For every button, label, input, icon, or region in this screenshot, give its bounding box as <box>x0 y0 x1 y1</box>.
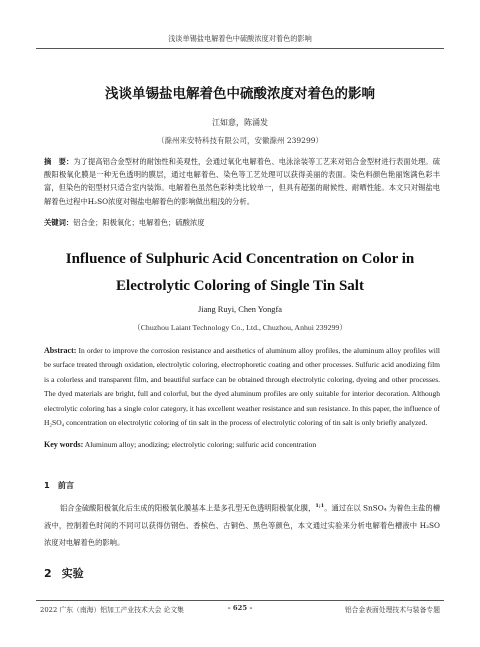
authors-en: Jiang Ruyi, Chen Yongfa <box>198 305 282 314</box>
abstract-zh <box>44 155 440 208</box>
footer-topic: 铝合金表面处理技术与装备专题 <box>344 606 440 614</box>
abstract-en-text: In order to improve the corrosion resistance and aesthetics of aluminum alloy profiles, the aluminum alloy profiles will be surface treated through oxidation, electrolytic coloring, electrophoretic coating and other processes. Sulfuric acid anodizing film is a colorless and transparent film, and beautiful surface can be obtained through electrolytic coloring, dyeing and other processes. The dyed materials are bright, full and colorful, but the dyed aluminum profiles are only suitable for interior decoration. Although electrolytic coloring has a single color category, it has excellent weather resistance and sun resistance. In this paper, the influence of H₂SO₄ concentration on electrolytic coloring of tin salt in the process of electrolytic coloring of tin salt is only briefly analyzed. <box>44 346 440 428</box>
abstract-zh-text: 为了提高铝合金型材的耐蚀性和美观性，会通过氧化电解着色、电泳涂装等工艺来对铝合金型材进行表面处理。硫酸阳极氧化膜是一种无色透明的膜层，通过电解着色、染色等工艺处理可以获得美丽的表面。染色料颜色艳丽饱满色彩丰富，但染色的铝型材只适合室内装饰。电解着色虽然色彩种类比较单一，但具有超强的耐候性、耐晒性能。本文只对锡盐电解着色过程中H₂SO浓度对锡盐电解着色的影响做出粗浅的分析。 <box>44 157 441 206</box>
abstract-en-label: Abstract: <box>44 346 77 355</box>
authors-zh: 江如意，陈涌发 <box>212 118 268 127</box>
keywords-en <box>44 440 440 449</box>
section-1-heading <box>44 480 74 491</box>
affiliation-en: （Chuzhou Laiant Technology Co., Ltd., Chuzhou, Anhui 239299） <box>132 323 348 332</box>
paper-title-zh: 浅谈单锡盐电解着色中硫酸浓度对着色的影响 <box>105 86 375 102</box>
section-2-heading <box>44 565 84 581</box>
abstract-en <box>44 344 440 430</box>
keywords-zh-text: 铝合金；阳极氧化；电解着色；硫酸浓度 <box>73 218 205 227</box>
running-header <box>36 34 444 49</box>
keywords-zh-label: 关键词： <box>44 218 74 227</box>
footer-rule <box>36 600 444 601</box>
section-2-title: 实验 <box>61 567 84 580</box>
section-1-text-b: 。通过在以 SnSO₄ 为着色主盐的槽液中，控制着色时间的不同可以获得仿钢色、香槟色、古铜色、黑色等颜色，本文通过实验来分析电解着色槽液中 H₂SO 浓度对电解着色的影响。 <box>44 503 441 548</box>
section-2-number: 2 <box>44 567 52 580</box>
citation-ref: 1;1 <box>315 503 325 509</box>
affiliation-zh: （滁州来安特科技有限公司，安徽滁州 239299） <box>156 136 323 145</box>
section-1-number: 1 <box>44 480 50 490</box>
abstract-zh-label: 摘 要： <box>44 157 74 166</box>
section-1-body <box>44 498 440 552</box>
section-1-text-a: 铝合金硫酸阳极氧化后生成的阳极氧化膜基本上是多孔型无色透明阳极氧化膜， <box>60 503 316 513</box>
running-title: 浅谈单锡盐电解着色中硫酸浓度对着色的影响 <box>168 34 312 43</box>
paper-title-en: Influence of Sulphuric Acid Concentration on Color in Electrolytic Coloring of Single Tin Salt <box>65 251 415 294</box>
footer-proceedings: 2022 广东（南海）铝加工产业技术大会 论文集 <box>40 606 184 614</box>
page-number: - 625 - <box>227 604 253 612</box>
keywords-en-label: Key words: <box>44 440 84 449</box>
keywords-zh <box>44 218 440 228</box>
section-1-title: 前言 <box>57 480 75 490</box>
keywords-en-text: Aluminum alloy; anodizing; electrolytic coloring; sulfuric acid concentration <box>83 440 317 449</box>
